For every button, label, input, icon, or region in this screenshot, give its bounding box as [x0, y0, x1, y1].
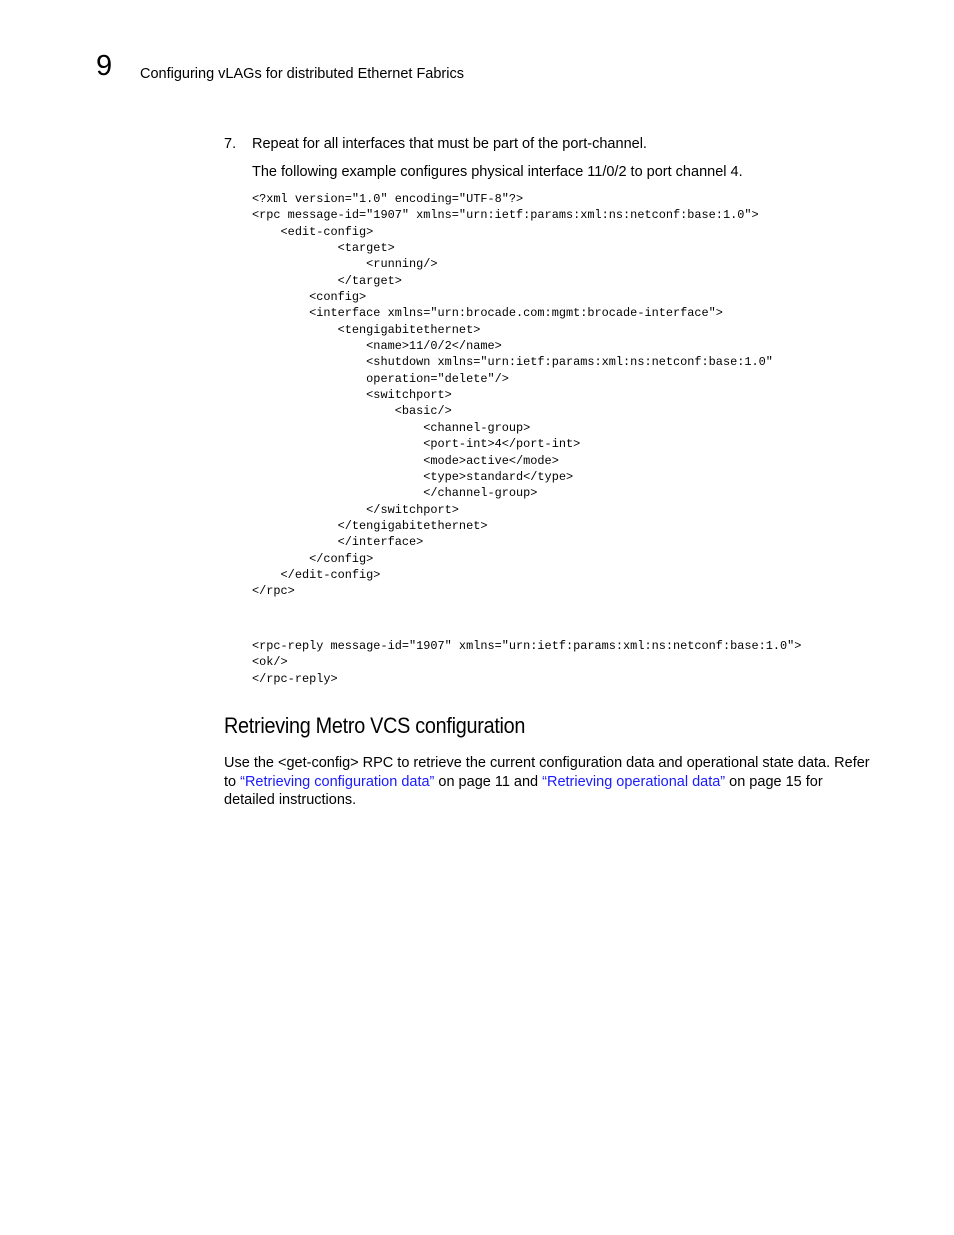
body-text-3: on page 15 for detailed instructions. [224, 773, 823, 808]
step-text: Repeat for all interfaces that must be part of the port-channel. [252, 136, 647, 152]
body-text-2: on page 11 and [434, 773, 543, 790]
body-paragraph [224, 754, 874, 810]
code-block-reply: <rpc-reply message-id="1907" xmlns="urn:ietf:params:xml:ns:netconf:base:1.0"> <ok/> </rpc-reply> [252, 639, 802, 686]
running-header-title: Configuring vLAGs for distributed Ethernet Fabrics [140, 66, 464, 82]
step-number: 7. [224, 136, 237, 152]
cross-reference-link-config[interactable]: “Retrieving configuration data” [240, 773, 435, 790]
cross-reference-link-operational[interactable]: “Retrieving operational data” [542, 773, 726, 790]
section-heading: Retrieving Metro VCS configuration [224, 713, 526, 738]
code-block-request: <?xml version="1.0" encoding="UTF-8"?> <rpc message-id="1907" xmlns="urn:ietf:params:xml:ns:netconf:base:1.0"> <edit-config> <target> <running/> </target> <config> <interface xmlns="urn:brocade.com:mgmt:brocade-interface"> <tengigabitethernet> <name>11/0/2</name> <shutdown xmlns="urn:ietf:params:xml:ns:netconf:base:1.0" operation="delete"/> <switchport> <basic/> <channel-group> <port-int>4</port-int> <mode>active</mode> <type>standard</type> </channel-group> </switchport> </tengigabitethernet> </interface> </config> </edit-config> </rpc> [252, 192, 773, 599]
body-text-1: Use the <get-config> RPC to retrieve the current configuration data and operational state data. Refer to [224, 755, 870, 790]
chapter-number: 9 [96, 50, 113, 82]
example-intro: The following example configures physical interface 11/0/2 to port channel 4. [252, 164, 743, 180]
procedure-step [224, 135, 647, 153]
